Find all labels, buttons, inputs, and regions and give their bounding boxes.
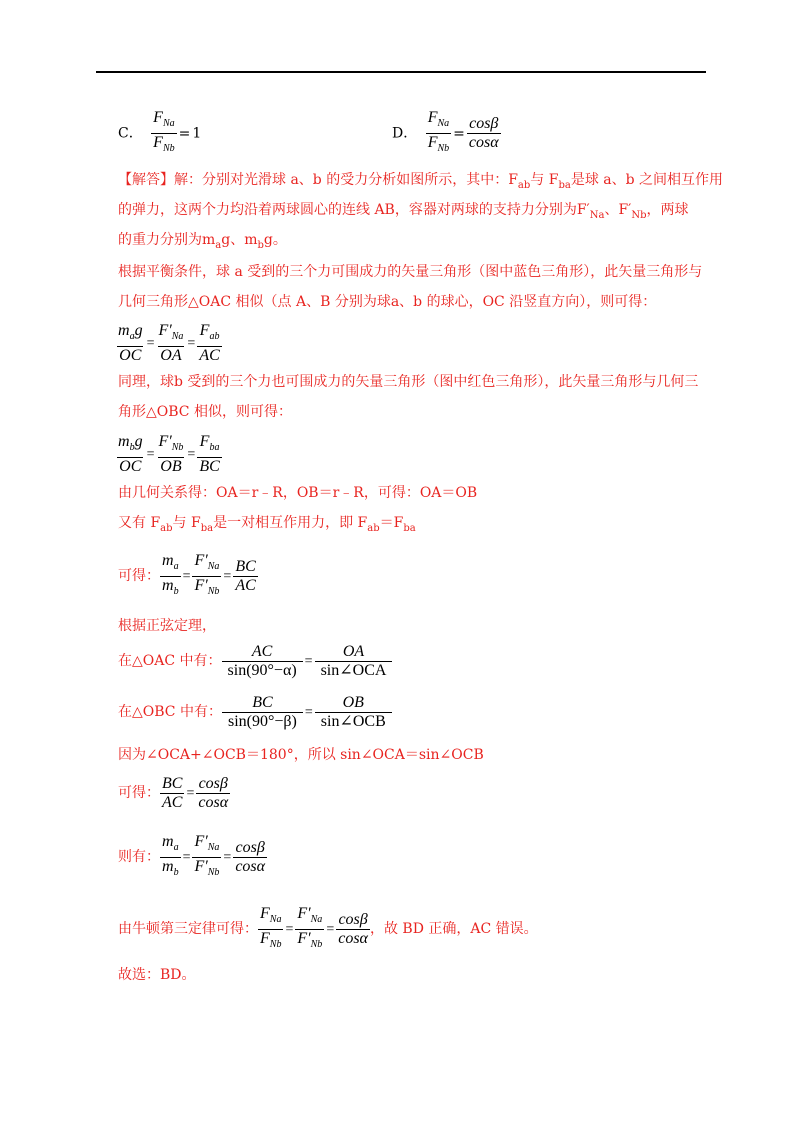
solution-line-17: 由牛顿第三定律可得： $\frac{F_{Na}}{F_{Nb}}$ = $\frac{F'_{Na}}{F'_{Nb}}$ = $\frac{\cos\beta}{\cos\alpha}$ ，故 BD 正确，AC 错误。	[118, 905, 538, 954]
option-c: C． $\frac{F_{Na}}{F_{Nb}}$ = 1	[118, 109, 201, 158]
solution-line-14: 因为∠OCA+∠OCB＝180°，所以 sin∠OCA＝sin∠OCB	[118, 747, 484, 763]
option-c-fraction: $\frac{F_{Na}}{F_{Nb}}$	[151, 109, 176, 158]
solution-line-4: 根据平衡条件，球 a 受到的三个力可围成力的矢量三角形（图中蓝色三角形），此矢量三角形与	[118, 264, 703, 280]
solution-line-9: 又有 $F_{ab}$与 $F_{ba}$是一对相互作用力，即 $F_{ab}=F_{ba}$	[118, 515, 416, 534]
solution-line-8: 由几何关系得：OA＝r﹣R，OB＝r﹣R，可得：OA＝OB	[118, 485, 478, 501]
solution-line-3: 的重力分别为$m_ag$、$m_bg$。	[118, 232, 287, 251]
solution-line-5: 几何三角形△OAC 相似（点 A、B 分别为球a、b 的球心，OC 沿竖直方向），则可得：	[118, 294, 657, 310]
equation-bc-ac-ratio: $\frac{BC}{AC}$ = $\frac{\cos\beta}{\cos\alpha}$	[162, 775, 229, 811]
option-d: D． $\frac{F_{Na}}{F_{Nb}}$ = $\frac{\cos\beta}{\cos\alpha}$	[392, 109, 501, 158]
equation-sine-oac: $\frac{AC}{\sin(90^\circ-\alpha)}$ = $\frac{OA}{\text{sin∠OCA}}$	[222, 652, 393, 669]
equation-mass-cos-ratio: $\frac{m_a}{m_b}$ = $\frac{F'_{Na}}{F'_{Nb}}$ = $\frac{\cos\beta}{\cos\alpha}$	[160, 848, 267, 865]
equation-oac-similar: $\frac{m_ag}{OC}$ = $\frac{F'_{Na}}{OA}$ = $\frac{F_{ab}}{AC}$	[118, 322, 220, 364]
solution-line-15: 可得： $\frac{BC}{AC}$ = $\frac{\cos\beta}{\cos\alpha}$	[118, 775, 229, 811]
equation-newton-third: $\frac{F_{Na}}{F_{Nb}}$ = $\frac{F'_{Na}}{F'_{Nb}}$ = $\frac{\cos\beta}{\cos\alpha}$	[258, 920, 370, 937]
solution-line-18: 故选：BD。	[118, 967, 196, 983]
solution-line-7: 角形△OBC 相似，则可得：	[118, 404, 292, 420]
equation-obc-similar: $\frac{m_bg}{OC}$ = $\frac{F'_{Nb}}{OB}$ = $\frac{F_{ba}}{BC}$	[118, 433, 220, 475]
solution-line-6: 同理，球b 受到的三个力也可围成力的矢量三角形（图中红色三角形），此矢量三角形与几何三	[118, 374, 699, 390]
solution-line-12: 在△OAC 中有： $\frac{AC}{\sin(90^\circ-\alpha)}$ = $\frac{OA}{\text{sin∠OCA}}$	[118, 643, 392, 680]
solution-line-11: 根据正弦定理，	[118, 618, 216, 634]
solution-line-2: 的弹力，这两个力均沿着两球圆心的连线 AB，容器对两球的支持力分别为$F'_{Na}$、$F'_{Nb}$，两球	[118, 202, 689, 221]
equation-sine-obc: $\frac{BC}{\sin(90^\circ-\beta)}$ = $\frac{OB}{\text{sin∠OCB}}$	[222, 703, 392, 720]
equation-mass-ratio: $\frac{m_a}{m_b}$ = $\frac{F'_{Na}}{F'_{Nb}}$ = $\frac{BC}{AC}$	[160, 567, 258, 584]
header-rule	[96, 71, 706, 73]
solution-line-10: 可得： $\frac{m_a}{m_b}$ = $\frac{F'_{Na}}{F'_{Nb}}$ = $\frac{BC}{AC}$	[118, 552, 258, 601]
solution-line-16: 则有： $\frac{m_a}{m_b}$ = $\frac{F'_{Na}}{F'_{Nb}}$ = $\frac{\cos\beta}{\cos\alpha}$	[118, 833, 267, 882]
solution-line-1: 【解答】解：分别对光滑球 a、b 的受力分析如图所示，其中：$F_{ab}$与 $F_{ba}$是球 a、b 之间相互作用	[118, 172, 724, 191]
solution-line-13: 在△OBC 中有： $\frac{BC}{\sin(90^\circ-\beta)}$ = $\frac{OB}{\text{sin∠OCB}}$	[118, 694, 392, 731]
option-d-fraction: $\frac{F_{Na}}{F_{Nb}}$	[426, 109, 451, 158]
solution-label: 【解答】	[118, 172, 174, 188]
